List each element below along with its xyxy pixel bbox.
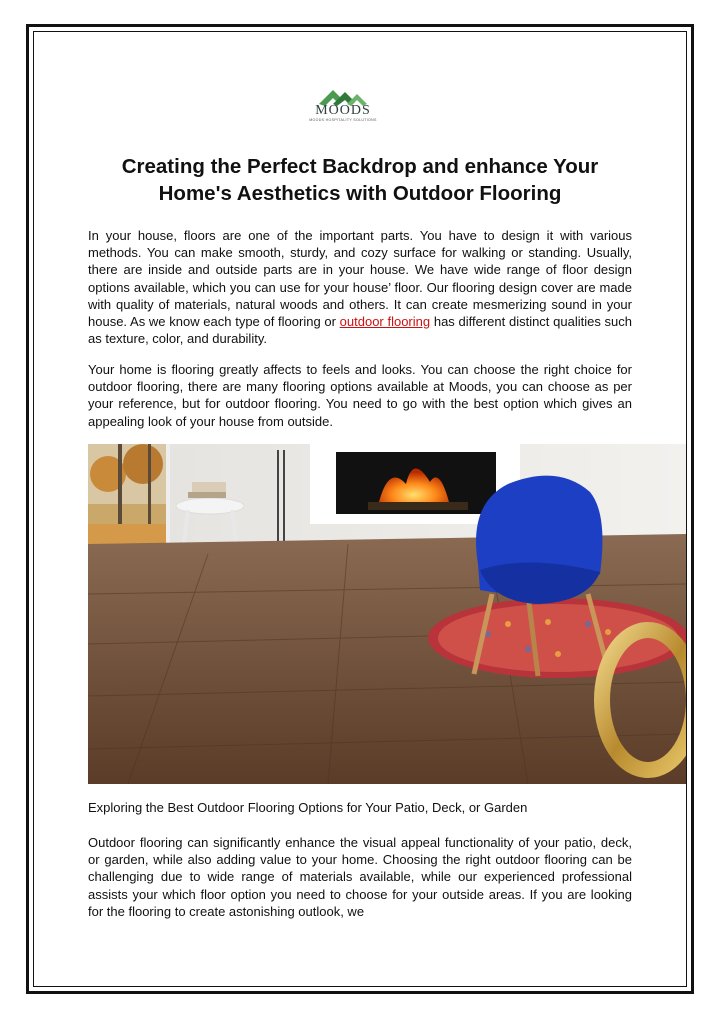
section-subheading: Exploring the Best Outdoor Flooring Options for Your Patio, Deck, or Garden: [88, 800, 528, 815]
outdoor-flooring-link[interactable]: outdoor flooring: [339, 314, 431, 330]
living-room-photo: [88, 444, 686, 784]
moods-logo: [300, 86, 386, 132]
intro-text-end: has different distinct qualities such as texture, color, and durability.: [88, 314, 633, 347]
logo-wordmark: MOODS: [315, 103, 371, 118]
page-title: Creating the Perfect Backdrop and enhance Your Home's Aesthetics with Outdoor Flooring: [121, 155, 599, 205]
logo-tagline: MOODS HOSPITALITY SOLUTIONS: [309, 118, 377, 122]
intro-text-start: In your house, floors are one of the important parts. You have to design it with various methods. You can make smooth, sturdy, and cozy surface for walking or standing. Usually, there are inside and outside parts are in your house. We have wide range of floor design options available, which you can use for your house’ floor. Our flooring design cover are made with quality of materials, natural woods and others. It can create mesmerizing sound in your house. As we know each type of flooring or: [88, 228, 632, 330]
outdoor-flooring-paragraph: Outdoor flooring can significantly enhance the visual appeal functionality of your patio, deck, or garden, while also adding value to your home. Choosing the right outdoor flooring can be challenging due to wide range of materials available, while our experienced professional assists your which floor option you need to choose for your outside areas. If you are looking for the flooring to create astonishing outlook, we: [88, 835, 632, 919]
intro-paragraph: [88, 227, 632, 347]
second-paragraph: Your home is flooring greatly affects to feels and looks. You can choose the right choice for outdoor flooring, there are many flooring options available at Moods, you can choose as per your reference, but for outdoor flooring. You need to go with the best option which gives an appealing look of your house from outside.: [88, 362, 632, 429]
